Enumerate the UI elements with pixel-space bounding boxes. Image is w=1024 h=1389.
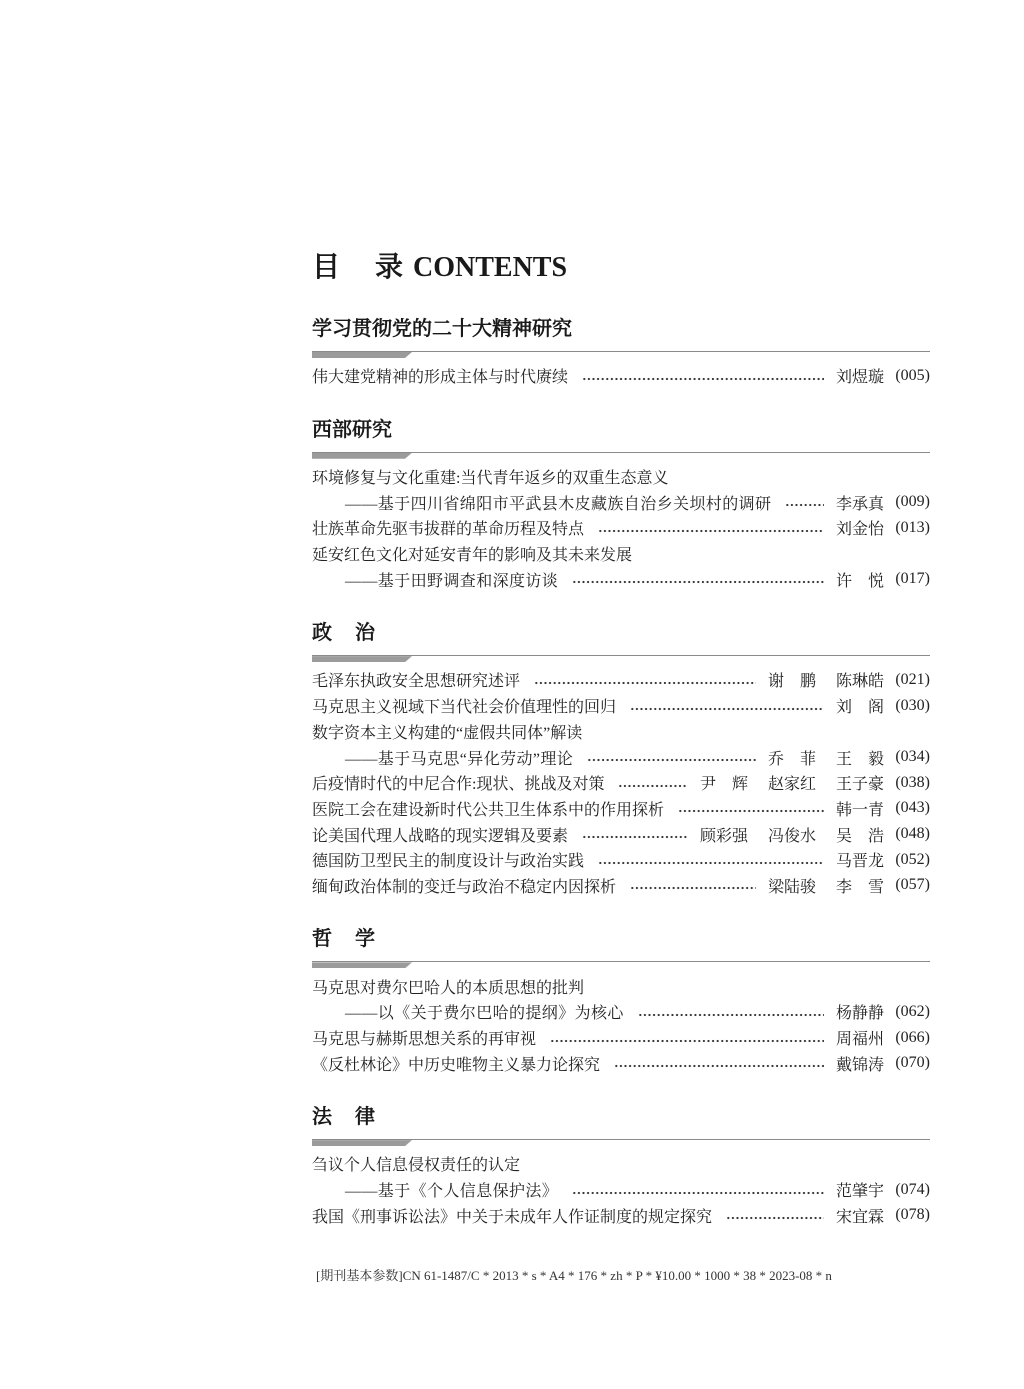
leader-dots (638, 1013, 824, 1017)
section-rule (312, 655, 930, 662)
entry-title: 医院工会在建设新时代公共卫生体系中的作用探析 (312, 801, 665, 819)
entry-page: (074) (895, 1180, 930, 1198)
entry-author: 韩一青 (836, 801, 885, 819)
entry-page: (021) (895, 670, 930, 688)
entry-title: 数字资本主义构建的“虚假共同体”解读 (312, 724, 583, 742)
toc-entry-title-line (312, 973, 930, 999)
toc-entries (312, 1151, 930, 1228)
contents-title-en: CONTENTS (413, 252, 568, 283)
toc-entry (312, 515, 930, 541)
toc-entry (312, 821, 930, 847)
entry-subtitle: ——基于《个人信息保护法》 (345, 1183, 559, 1201)
entry-title: 我国《刑事诉讼法》中关于未成年人作证制度的规定探究 (312, 1208, 713, 1226)
toc-section (312, 925, 930, 1076)
entry-title: 论美国代理人战略的现实逻辑及要素 (312, 827, 569, 845)
entry-title: 后疫情时代的中尼合作:现状、挑战及对策 (312, 776, 605, 794)
section-rule-accent (312, 962, 412, 968)
entry-subtitle: ——以《关于费尔巴哈的提纲》为核心 (345, 1005, 624, 1023)
section-rule (312, 961, 930, 968)
entry-title: 马克思主义视域下当代社会价值理性的回归 (312, 699, 617, 717)
entry-subtitle: ——基于田野调查和深度访谈 (345, 572, 559, 590)
entry-author: 陈琳皓 (836, 673, 885, 691)
entry-page: (005) (895, 366, 930, 384)
leader-dots (618, 784, 688, 788)
section-heading: 学习贯彻党的二十大精神研究 (312, 318, 572, 340)
entry-title: 《反杜林论》中历史唯物主义暴力论探究 (312, 1056, 601, 1074)
toc-entry (312, 363, 930, 389)
entry-author: 冯俊水 (768, 827, 817, 845)
toc-entry-title-line (312, 541, 930, 567)
toc-section (312, 1103, 930, 1228)
entry-page: (038) (895, 773, 930, 791)
section-rule-accent (312, 1140, 412, 1146)
leader-dots (582, 377, 824, 381)
entry-page: (078) (895, 1206, 930, 1224)
entry-author: 李承真 (836, 495, 885, 513)
toc-section (312, 315, 930, 389)
toc-entry (312, 667, 930, 693)
contents-page (312, 248, 930, 1228)
journal-parameters: [期刊基本参数]CN 61-1487/C * 2013 * s * A4 * 176 * zh * P * ¥10.00 * 1000 * 38 * 2023-08 * n (316, 1268, 832, 1283)
entry-title: 德国防卫型民主的制度设计与政治实践 (312, 853, 585, 871)
entry-page: (062) (895, 1002, 930, 1020)
toc-entry-title-line (312, 1151, 930, 1177)
entry-title: 马克思与赫斯思想关系的再审视 (312, 1031, 537, 1049)
toc-entry-subtitle-line (312, 566, 930, 592)
contents-title (312, 248, 930, 288)
entry-title: 缅甸政治体制的变迁与政治不稳定内因探析 (312, 878, 617, 896)
leader-dots (598, 529, 824, 533)
section-rule-accent (312, 352, 412, 358)
entry-author: 王 毅 (836, 750, 884, 768)
entry-author: 谢 鹏 (768, 673, 816, 691)
entry-author: 刘煜璇 (836, 369, 885, 387)
entry-title: 延安红色文化对延安青年的影响及其未来发展 (312, 547, 633, 565)
entry-page: (034) (895, 748, 930, 766)
leader-dots (587, 758, 756, 762)
toc-entries (312, 464, 930, 592)
entry-author: 周福州 (836, 1031, 885, 1049)
toc-entry-title-line (312, 719, 930, 745)
toc-entry (312, 770, 930, 796)
section-rule (312, 452, 930, 459)
entry-page: (043) (895, 799, 930, 817)
entry-author: 乔 菲 (768, 750, 816, 768)
entry-author: 王子豪 (836, 776, 885, 794)
entry-title: 伟大建党精神的形成主体与时代赓续 (312, 369, 569, 387)
entry-title: 毛泽东执政安全思想研究述评 (312, 673, 521, 691)
entry-page: (070) (895, 1054, 930, 1072)
entry-page: (013) (895, 518, 930, 536)
toc-entry-subtitle-line (312, 999, 930, 1025)
toc-section (312, 619, 930, 898)
leader-dots (630, 707, 824, 711)
entry-page: (057) (895, 876, 930, 894)
entry-page: (030) (895, 696, 930, 714)
toc-entry-title-line (312, 464, 930, 490)
leader-dots (678, 809, 824, 813)
entry-page: (009) (895, 493, 930, 511)
section-rule (312, 1139, 930, 1146)
toc-entries (312, 363, 930, 389)
toc-entry (312, 1050, 930, 1076)
section-rule-accent (312, 453, 412, 459)
entry-author: 刘 阁 (836, 699, 884, 717)
entry-author: 赵家红 (768, 776, 817, 794)
leader-dots (614, 1064, 824, 1068)
entry-page: (066) (895, 1028, 930, 1046)
leader-dots (550, 1039, 824, 1043)
leader-dots (630, 886, 756, 890)
toc-entries (312, 973, 930, 1076)
leader-dots (534, 681, 756, 685)
contents-title-cn: 目 录 (312, 252, 404, 283)
entry-author: 宋宜霖 (836, 1208, 885, 1226)
leader-dots (598, 861, 824, 865)
toc-entry (312, 796, 930, 822)
section-heading: 政 治 (312, 622, 375, 645)
leader-dots (726, 1216, 824, 1220)
entry-page: (017) (895, 570, 930, 588)
entry-author: 戴锦涛 (836, 1056, 885, 1074)
entry-title: 马克思对费尔巴哈人的本质思想的批判 (312, 979, 585, 997)
section-heading: 西部研究 (312, 418, 392, 441)
entry-title: 壮族革命先驱韦拔群的革命历程及特点 (312, 521, 585, 539)
entry-subtitle: ——基于马克思“异化劳动”理论 (345, 750, 574, 768)
entry-author: 许 悦 (836, 572, 884, 590)
toc-entry (312, 693, 930, 719)
toc-section (312, 416, 930, 592)
entry-subtitle: ——基于四川省绵阳市平武县木皮藏族自治乡关坝村的调研 (345, 495, 772, 513)
entry-author: 杨静静 (836, 1005, 885, 1023)
toc-entry-subtitle-line (312, 489, 930, 515)
toc-entries (312, 667, 930, 898)
toc-entry (312, 873, 930, 899)
leader-dots (785, 503, 824, 507)
entry-author: 马晋龙 (836, 853, 885, 871)
section-rule (312, 351, 930, 358)
entry-title: 刍议个人信息侵权责任的认定 (312, 1157, 521, 1175)
entry-title: 环境修复与文化重建:当代青年返乡的双重生态意义 (312, 470, 669, 488)
entry-author: 范肇宇 (836, 1183, 885, 1201)
toc-entry (312, 1025, 930, 1051)
toc-entry-subtitle-line (312, 1177, 930, 1203)
toc-entry-subtitle-line (312, 744, 930, 770)
section-heading: 哲 学 (312, 928, 375, 951)
leader-dots (582, 835, 688, 839)
entry-author: 吴 浩 (836, 827, 884, 845)
entry-author: 尹 辉 (700, 776, 748, 794)
toc-entry (312, 1202, 930, 1228)
section-heading: 法 律 (312, 1106, 375, 1129)
entry-author: 顾彩强 (700, 827, 749, 845)
entry-author: 刘金怡 (836, 521, 885, 539)
entry-page: (048) (895, 825, 930, 843)
toc-entry (312, 847, 930, 873)
entry-author: 李 雪 (836, 878, 884, 896)
leader-dots (572, 580, 824, 584)
section-rule-accent (312, 656, 412, 662)
entry-author: 梁陆骏 (768, 878, 817, 896)
entry-page: (052) (895, 850, 930, 868)
leader-dots (572, 1191, 824, 1195)
